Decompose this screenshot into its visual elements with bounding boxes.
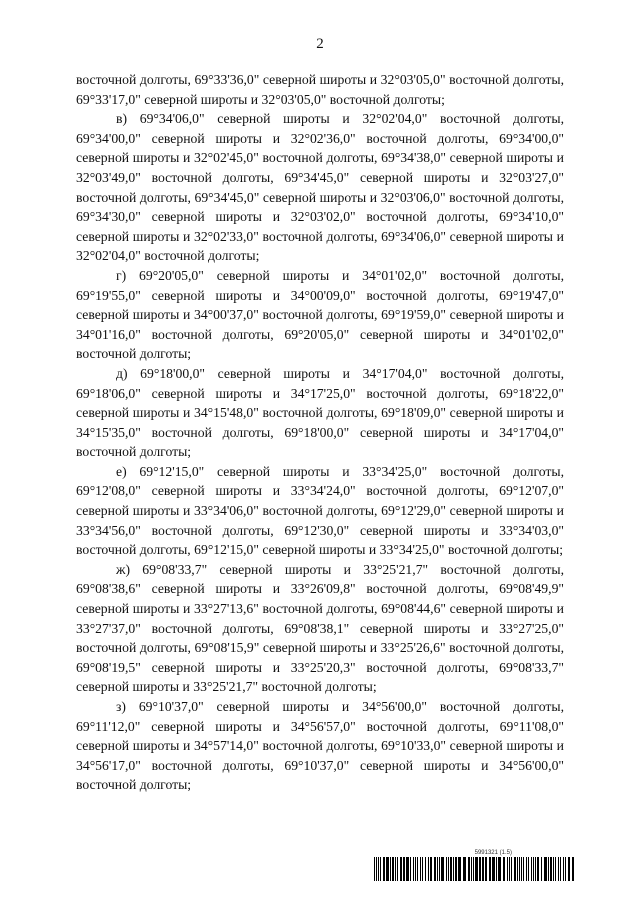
barcode-bar	[544, 857, 547, 881]
paragraph-continuation: восточной долготы, 69°33'36,0" северной широты и 32°03'05,0" восточной долготы, 69°33'17,0" северной широты и 32°03'05,0" восточной долготы;	[76, 72, 564, 107]
list-item-g: г) 69°20'05,0" северной широты и 34°01'02,0" восточной долготы, 69°19'55,0" северной широты и 34°00'09,0" восточной долготы, 69°19'47,0" северной широты и 34°00'37,0" восточной долготы, 69°19'59,0" северной широты и 34°01'16,0" восточной долготы, 69°20'05,0" северной широты и 34°01'02,0" восточной долготы;	[76, 267, 564, 362]
barcode-bar	[403, 857, 405, 881]
barcode-bar	[383, 857, 385, 881]
barcode-bar	[496, 857, 497, 881]
barcode-bar	[498, 857, 501, 881]
barcode-bar	[439, 857, 440, 881]
barcode-bar	[374, 857, 375, 881]
barcode-bar	[390, 857, 391, 881]
barcode-bar	[406, 857, 409, 881]
barcode-bar	[453, 857, 454, 881]
barcode-bar	[507, 857, 508, 881]
barcode-bar	[553, 857, 554, 881]
barcode-bar	[415, 857, 416, 881]
barcode-bar	[489, 857, 491, 881]
barcode-bar	[511, 857, 512, 881]
barcode-bar	[458, 857, 461, 881]
barcode-bar	[413, 857, 414, 881]
list-item-z: з) 69°10'37,0" северной широты и 34°56'00,0" восточной долготы, 69°11'12,0" северной широты и 34°56'57,0" восточной долготы, 69°11'08,0" северной широты и 34°57'14,0" восточной долготы, 69°10'33,0" северной широты и 34°56'17,0" восточной долготы, 69°10'37,0" северной широты и 34°56'00,0" восточной долготы;	[76, 699, 564, 793]
list-item-zh: ж) 69°08'33,7" северной широты и 33°25'21,7" восточной долготы, 69°08'38,6" северной широты и 33°26'09,8" восточной долготы, 69°08'49,9" северной широты и 33°27'13,6" восточной долготы, 69°08'44,6" северной широты и 33°27'37,0" восточной долготы, 69°08'38,1" северной широты и 33°27'25,0" восточной долготы, 69°08'15,9" северной широты и 33°25'26,6" восточной долготы, 69°08'19,5" северной широты и 33°25'20,3" восточной долготы, 69°08'33,7" северной широты и 33°25'21,7" восточной долготы;	[76, 561, 564, 695]
barcode-bar	[400, 857, 402, 881]
barcode-bar	[563, 857, 564, 881]
barcode-bar	[565, 857, 566, 881]
barcode-bar	[463, 857, 466, 881]
barcode-bar	[420, 857, 421, 881]
barcode-bar	[378, 857, 379, 881]
barcode-bar	[537, 857, 539, 881]
barcode-bar	[482, 857, 484, 881]
barcode-bar	[558, 857, 559, 881]
barcode-bar	[392, 857, 394, 881]
barcode-code-text: 5991321 (1.5)	[474, 850, 512, 856]
barcode-bar	[468, 857, 470, 881]
barcode-bar	[446, 857, 447, 881]
document-body	[76, 70, 564, 795]
barcode-bar	[434, 857, 436, 881]
barcode-bar	[448, 857, 449, 881]
list-item-d: д) 69°18'00,0" северной широты и 34°17'04,0" восточной долготы, 69°18'06,0" северной широты и 34°17'25,0" восточной долготы, 69°18'22,0" северной широты и 34°15'48,0" восточной долготы, 69°18'09,0" северной широты и 34°15'35,0" восточной долготы, 69°18'00,0" северной широты и 34°17'04,0" восточной долготы;	[76, 365, 564, 460]
barcode-bar	[541, 857, 542, 881]
barcode-bar	[531, 857, 532, 881]
barcode-bar	[479, 857, 481, 881]
barcode-bar	[475, 857, 478, 881]
barcode-bar	[521, 857, 522, 881]
barcode-bar	[450, 857, 452, 881]
barcode-bar	[517, 857, 518, 881]
barcode-bar	[380, 857, 381, 881]
barcode-bar	[428, 857, 429, 881]
barcode-bar	[533, 857, 534, 881]
barcode-bar	[485, 857, 487, 881]
barcode-bar	[471, 857, 472, 881]
barcode-bar	[514, 857, 516, 881]
list-item-v: в) 69°34'06,0" северной широты и 32°02'04,0" восточной долготы, 69°34'00,0" северной широты и 32°02'36,0" восточной долготы, 69°34'00,0" северной широты и 32°02'45,0" восточной долготы, 69°34'38,0" северной широты и 32°03'49,0" восточной долготы, 69°34'45,0" северной широты и 32°03'27,0" восточной долготы, 69°34'45,0" северной широты и 32°03'06,0" восточной долготы, 69°34'30,0" северной широты и 32°03'02,0" восточной долготы, 69°34'10,0" северной широты и 32°02'33,0" восточной долготы, 69°34'06,0" северной широты и 32°02'04,0" восточной долготы;	[76, 111, 564, 264]
barcode-bar	[386, 857, 389, 881]
barcode-bar	[473, 857, 474, 881]
barcode-bar	[572, 857, 574, 881]
barcode-bar	[560, 857, 561, 881]
barcode-bar	[441, 857, 444, 881]
barcode-bar	[509, 857, 510, 881]
barcode-bar	[528, 857, 529, 881]
barcode-bar	[397, 857, 398, 881]
barcode-bar	[535, 857, 536, 881]
barcode-bar	[555, 857, 556, 881]
barcode-bar	[376, 857, 377, 881]
page-number: 2	[316, 36, 324, 52]
barcode-bar	[422, 857, 423, 881]
barcode-bar	[437, 857, 438, 881]
barcode-bar	[519, 857, 520, 881]
barcode-bar	[430, 857, 432, 881]
barcode-image	[374, 857, 574, 881]
barcode-bar	[568, 857, 570, 881]
barcode-bar	[425, 857, 426, 881]
barcode-bar	[492, 857, 495, 881]
barcode-bar	[410, 857, 411, 881]
barcode-bar	[550, 857, 552, 881]
barcode-block	[374, 849, 574, 881]
list-item-e: е) 69°12'15,0" северной широты и 33°34'25,0" восточной долготы, 69°12'08,0" северной широты и 33°34'24,0" восточной долготы, 69°12'07,0" северной широты и 33°34'06,0" восточной долготы, 69°12'29,0" северной широты и 33°34'56,0" восточной долготы, 69°12'30,0" северной широты и 33°34'03,0" восточной долготы, 69°12'15,0" северной широты и 33°34'25,0" восточной долготы;	[76, 463, 564, 558]
barcode-bar	[503, 857, 505, 881]
barcode-bar	[455, 857, 457, 881]
barcode-bar	[548, 857, 549, 881]
barcode-bar	[395, 857, 396, 881]
barcode-bar	[526, 857, 527, 881]
barcode-bar	[417, 857, 418, 881]
barcode-bar	[523, 857, 524, 881]
